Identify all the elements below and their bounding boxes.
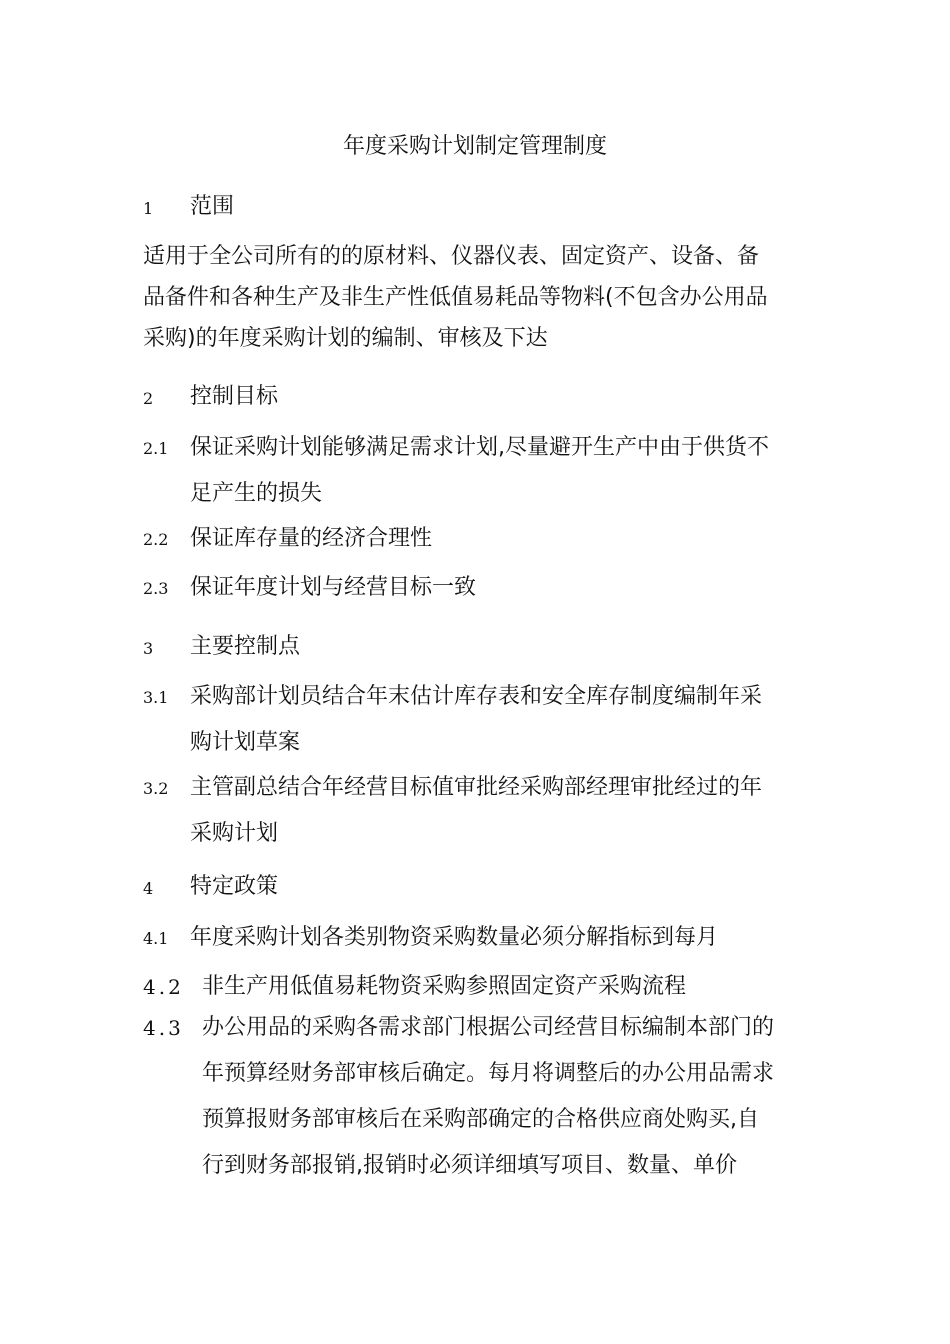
- document-title: 年度采购计划制定管理制度: [342, 134, 607, 159]
- section-number: 2: [143, 389, 154, 408]
- item-number: 4.1: [143, 929, 169, 948]
- section-1-paragraph: 适用于全公司所有的的原材料、仪器仪表、固定资产、设备、备 品备件和各种生产及非生产性低值易耗品等物料(不包含办公用品 采购)的年度采购计划的编制、审核及下达: [143, 244, 768, 351]
- section-number: 4: [143, 879, 154, 898]
- item-number: 2.2: [143, 530, 169, 549]
- item-number: 2.3: [143, 579, 169, 598]
- section-title: 范围: [190, 194, 235, 219]
- item-number: 3.2: [143, 779, 169, 798]
- item-text: 办公用品的采购各需求部门根据公司经营目标编制本部门的 年预算经财务部审核后确定。每月将调整后的办公用品需求 预算报财务部审核后在采购部确定的合格供应商处购买,自 行到财务部报销,报销时必须详细填写项目、数量、单价: [202, 1015, 775, 1178]
- item-number: 2.1: [143, 439, 169, 458]
- item-text: 保证库存量的经济合理性: [190, 526, 433, 551]
- item-text: 保证采购计划能够满足需求计划,尽量避开生产中由于供货不 足产生的损失: [190, 435, 769, 506]
- item-text: 采购部计划员结合年末估计库存表和安全库存制度编制年采 购计划草案: [190, 684, 763, 755]
- section-title: 主要控制点: [190, 634, 301, 659]
- section-title: 特定政策: [190, 874, 279, 899]
- item-text: 年度采购计划各类别物资采购数量必须分解指标到每月: [190, 925, 719, 950]
- item-number: 3.1: [143, 688, 169, 707]
- section-number: 1: [143, 199, 154, 218]
- item-number: 4.3: [143, 1016, 184, 1040]
- section-number: 3: [143, 639, 154, 658]
- item-text: 非生产用低值易耗物资采购参照固定资产采购流程: [202, 974, 687, 999]
- section-title: 控制目标: [190, 384, 279, 409]
- item-text: 主管副总结合年经营目标值审批经采购部经理审批经过的年 采购计划: [190, 775, 763, 846]
- item-number: 4.2: [143, 975, 184, 999]
- item-text: 保证年度计划与经营目标一致: [190, 575, 477, 600]
